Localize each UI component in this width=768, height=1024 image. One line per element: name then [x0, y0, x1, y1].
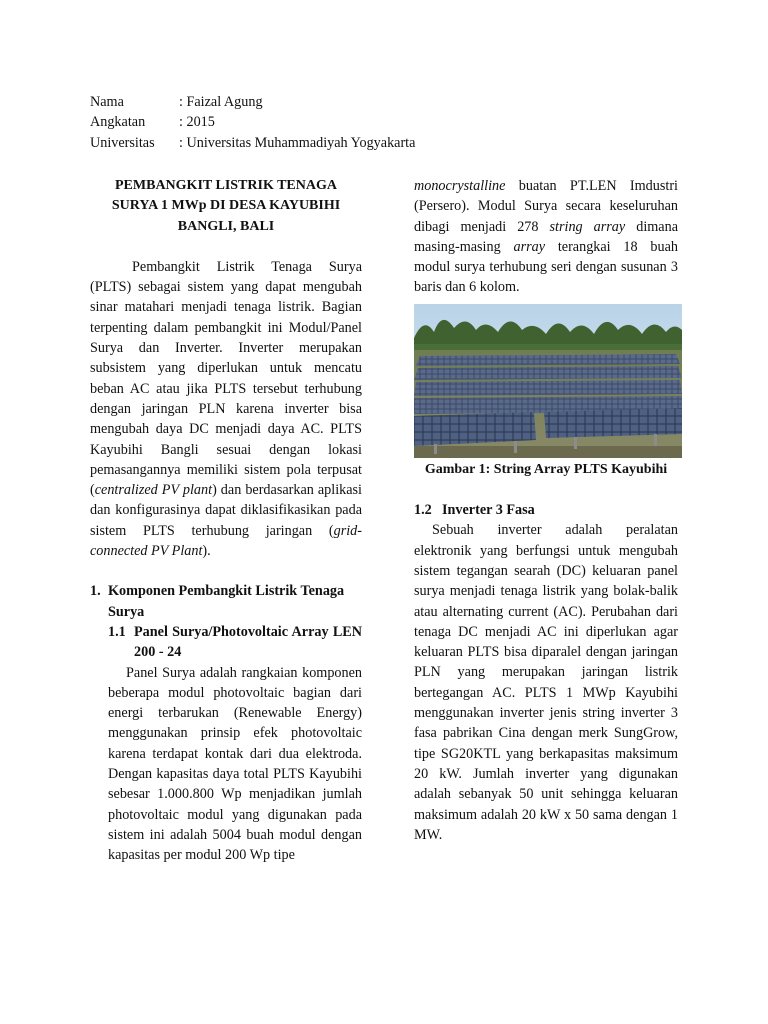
section-title: Komponen Pembangkit Listrik Tenaga Surya [108, 583, 345, 620]
italic-array: array [513, 238, 546, 255]
subsection-1-1-heading [90, 622, 362, 663]
solar-array-photo [414, 304, 682, 458]
intro-text-2: ) dan berdasarkan aplikasi dan konfigurasinya dapat diklasifikasikan pada sistem PLTS terhubung jaringan ( [90, 482, 362, 539]
subsection-1-2-heading [414, 500, 678, 520]
meta-label: Angkatan [90, 114, 146, 131]
intro-text-1: Pembangkit Listrik Tenaga Surya (PLTS) sebagai sistem yang dapat mengubah sinar matahari menjadi tenaga listrik. Bagian terpenting dalam pembangkit ini Modul/Panel Surya dan Inverter. Inverter merupakan subsistem yang diperlukan untuk mencatu beban AC atau jika PLTS tersebut terhubung dengan jaringan PLN karena inverter bisa mengubah daya DC menjadi daya AC. PLTS Kayubihi Bangli sesuai dengan lokasi pemasangannya memiliki sistem pola terpusat ( [90, 258, 362, 499]
italic-string-array: string array [549, 218, 626, 235]
document-title: PEMBANGKIT LISTRIK TENAGA SURYA 1 MWp DI DESA KAYUBIHI BANGLI, BALI [111, 178, 341, 234]
subsection-title: Inverter 3 Fasa [442, 502, 535, 519]
italic-monocrystalline: monocrystalline [414, 178, 506, 194]
intro-text-3: ). [202, 543, 211, 560]
author-info [90, 92, 690, 153]
right-column [414, 176, 678, 845]
right-text-2: dimana masing-masing [414, 218, 678, 255]
intro-italic-2: grid-connected PV Plant [90, 522, 362, 560]
figure-caption: Gambar 1: String Array PLTS Kayubihi [424, 461, 668, 477]
left-column [90, 176, 362, 866]
right-text-1: buatan PT.LEN Imdustri (Persero). Modul Surya secara keseluruhan dibagi menjadi 278 [414, 178, 678, 235]
panel-paragraph: Panel Surya adalah rangkaian komponen beberapa modul photovoltaic bagian dari energi terbarukan (Renewable Energy) menggunakan prinsip efek photovoltaic karena terdapat kontak dari dua elektroda. Dengan kapasitas daya total PLTS Kayubihi sebesar 1.000.800 Wp menjadikan jumlah photovoltaic modul yang digunakan pada sistem ini adalah 5004 buah modul dengan kapasitas per modul 200 Wp tipe [108, 664, 362, 864]
meta-label: Nama [90, 94, 124, 110]
meta-row-year [90, 112, 690, 132]
meta-value: : 2015 [179, 114, 215, 131]
section-1-heading [90, 581, 362, 622]
subsection-1-1-body [90, 663, 362, 866]
meta-row-university [90, 133, 690, 153]
section-number: 1. [90, 583, 101, 600]
subsection-number: 1.2 [414, 502, 432, 519]
panel-paragraph-continued [414, 176, 678, 298]
right-text-3: terangkai 18 buah modul surya terhubung seri dengan susunan 3 baris dan 6 kolom. [414, 238, 678, 296]
meta-row-name [90, 92, 690, 112]
meta-value: : Faizal Agung [179, 94, 263, 110]
meta-value: : Universitas Muhammadiyah Yogyakarta [179, 134, 416, 151]
intro-italic-1: centralized PV plant [94, 482, 213, 499]
inverter-paragraph: Sebuah inverter adalah peralatan elektronik yang berfungsi untuk mengubah sistem tegangan searah (DC) keluaran panel surya menjadi tenaga listrik yang bolak-balik atau alternating current (AC). Perubahan dari tenaga DC menjadi AC ini diperlukan agar keluaran PLTS bisa diparalel dengan jaringan PLN yang merupakan jaringan listrik bertegangan AC. PLTS 1 MWp Kayubihi menggunakan inverter jenis string inverter 3 fasa pabrikan Cina dengan merk SungGrow, tipe SG20KTL yang berkapasitas maksimum 20 kW. Jumlah inverter yang digunakan adalah sebanyak 50 unit sehingga keluaran maksimum adalah 20 kW x 50 sama dengan 1 MW. [414, 522, 678, 843]
meta-label: Universitas [90, 134, 155, 151]
subsection-number: 1.1 [108, 623, 126, 640]
intro-paragraph [90, 257, 362, 561]
subsection-title: Panel Surya/Photovoltaic Array LEN 200 - 24 [134, 623, 362, 661]
